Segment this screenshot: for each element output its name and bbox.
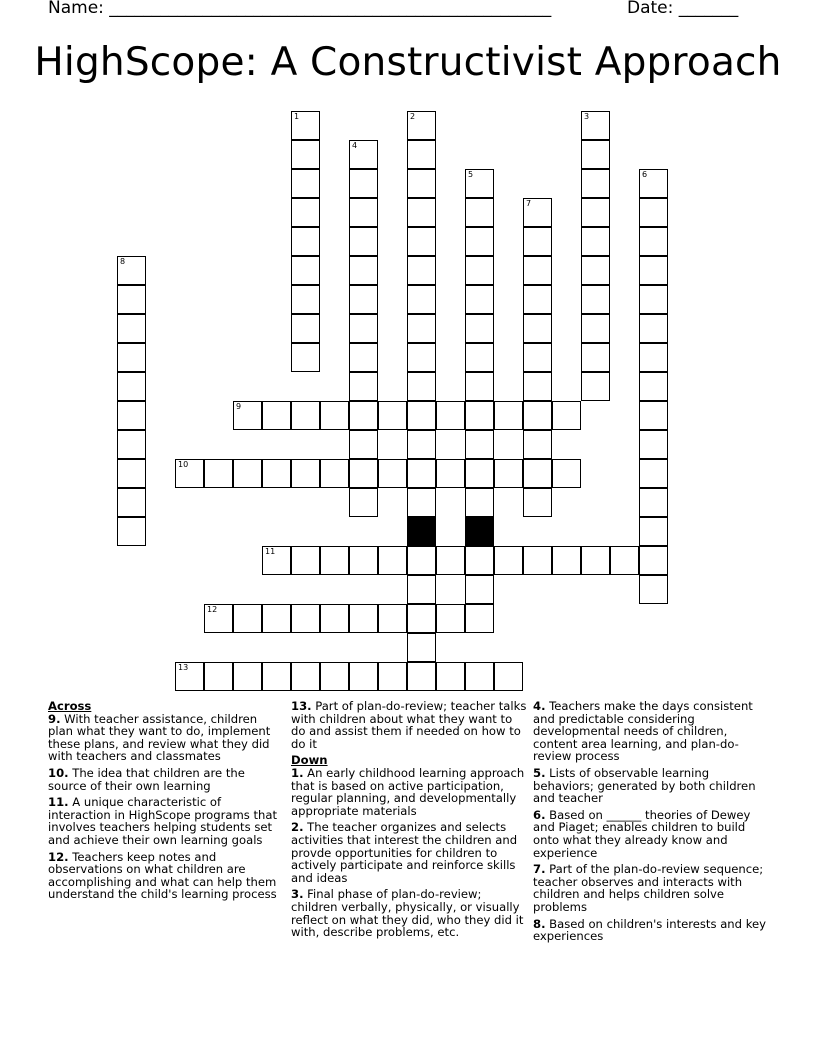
grid-cell[interactable]	[407, 343, 436, 372]
grid-cell[interactable]	[523, 430, 552, 459]
grid-cell[interactable]	[465, 459, 494, 488]
grid-cell[interactable]	[117, 314, 146, 343]
grid-cell[interactable]	[523, 314, 552, 343]
clue-column-1	[48, 700, 284, 905]
grid-cell[interactable]	[639, 575, 668, 604]
grid-cell[interactable]	[349, 662, 378, 691]
grid-cell[interactable]	[291, 604, 320, 633]
clue-number-label: 13.	[291, 699, 312, 713]
grid-cell[interactable]	[465, 285, 494, 314]
grid-cell[interactable]	[378, 662, 407, 691]
grid-cell[interactable]	[581, 227, 610, 256]
clue-column-2	[291, 700, 527, 943]
grid-cell[interactable]	[523, 546, 552, 575]
grid-cell[interactable]	[349, 372, 378, 401]
grid-cell[interactable]	[291, 140, 320, 169]
grid-cell[interactable]	[262, 662, 291, 691]
page-title: HighScope: A Constructivist Approach	[34, 40, 782, 85]
clue-item	[533, 863, 769, 913]
clue-item	[48, 713, 284, 763]
grid-cell[interactable]	[407, 111, 436, 140]
grid-cell[interactable]	[465, 662, 494, 691]
grid-cell[interactable]	[117, 372, 146, 401]
grid-cell[interactable]	[436, 604, 465, 633]
grid-cell[interactable]	[465, 314, 494, 343]
clue-text: Final phase of plan-do-review; children verbally, physically, or visually reflect on what they did, who they did it with, describe problems, etc.	[291, 887, 524, 940]
grid-cell[interactable]	[523, 285, 552, 314]
clue-item	[48, 851, 284, 901]
grid-cell[interactable]	[349, 169, 378, 198]
grid-cell[interactable]	[117, 401, 146, 430]
clue-item	[533, 809, 769, 859]
name-field-label: Name: ____________________________________________________	[48, 0, 552, 18]
clue-item	[291, 821, 527, 884]
clue-number-label: 7.	[533, 862, 546, 877]
grid-cell[interactable]	[291, 227, 320, 256]
grid-cell[interactable]	[523, 401, 552, 430]
clue-number: 5	[468, 170, 474, 179]
clue-item	[533, 700, 769, 763]
grid-cell[interactable]	[320, 401, 349, 430]
grid-cell[interactable]	[552, 401, 581, 430]
grid-cell[interactable]	[523, 343, 552, 372]
grid-cell[interactable]	[407, 256, 436, 285]
clue-column-3	[533, 700, 769, 947]
grid-cell[interactable]	[407, 604, 436, 633]
grid-cell[interactable]	[407, 575, 436, 604]
clue-text: A unique characteristic of interaction in HighScope programs that involves teachers helping students set and achieve their own learning goals	[48, 795, 278, 847]
grid-cell[interactable]	[494, 662, 523, 691]
grid-cell[interactable]	[639, 198, 668, 227]
grid-cell[interactable]	[581, 285, 610, 314]
grid-cell[interactable]	[320, 662, 349, 691]
grid-cell[interactable]	[233, 401, 262, 430]
clue-item	[533, 918, 769, 943]
grid-cell[interactable]	[117, 488, 146, 517]
clue-number-label: 9.	[48, 711, 61, 726]
clue-text: Based on children's interests and key experiences	[533, 916, 766, 944]
grid-cell[interactable]	[639, 314, 668, 343]
grid-cell[interactable]	[581, 343, 610, 372]
grid-cell[interactable]	[639, 343, 668, 372]
grid-cell[interactable]	[291, 401, 320, 430]
grid-cell[interactable]	[465, 198, 494, 227]
grid-cell[interactable]	[581, 111, 610, 140]
grid-cell[interactable]	[639, 401, 668, 430]
grid-cell[interactable]	[639, 285, 668, 314]
grid-cell[interactable]	[262, 459, 291, 488]
grid-cell[interactable]	[639, 372, 668, 401]
grid-cell[interactable]	[639, 430, 668, 459]
clue-text: The idea that children are the source of their own learning	[48, 765, 245, 793]
grid-cell[interactable]	[407, 314, 436, 343]
grid-cell[interactable]	[349, 285, 378, 314]
clue-text: With teacher assistance, children plan what they want to do, implement these plans, and review what they did with teachers and classmates	[48, 711, 271, 764]
grid-cell[interactable]	[581, 314, 610, 343]
grid-cell[interactable]	[291, 343, 320, 372]
grid-cell[interactable]	[465, 256, 494, 285]
date-field-label: Date: _______	[627, 0, 739, 18]
clue-number-label: 6.	[533, 807, 546, 822]
grid-cell[interactable]	[407, 372, 436, 401]
clue-number: 4	[352, 141, 358, 150]
grid-cell[interactable]	[291, 285, 320, 314]
grid-cell[interactable]	[523, 372, 552, 401]
grid-cell[interactable]	[639, 546, 668, 575]
grid-cell[interactable]	[117, 343, 146, 372]
grid-cell[interactable]	[204, 604, 233, 633]
clue-item	[291, 888, 527, 938]
grid-cell[interactable]	[378, 459, 407, 488]
grid-cell[interactable]	[436, 401, 465, 430]
grid-cell[interactable]	[291, 198, 320, 227]
grid-cell[interactable]	[465, 488, 494, 517]
grid-cell[interactable]	[291, 459, 320, 488]
grid-cell[interactable]	[436, 662, 465, 691]
grid-cell[interactable]	[349, 140, 378, 169]
grid-cell[interactable]	[233, 604, 262, 633]
clue-number-label: 2.	[291, 820, 304, 835]
grid-cell[interactable]	[465, 227, 494, 256]
grid-cell[interactable]	[378, 401, 407, 430]
grid-cell[interactable]	[349, 198, 378, 227]
grid-cell[interactable]	[349, 430, 378, 459]
clue-number-label: 3.	[291, 887, 304, 902]
grid-cell[interactable]	[407, 488, 436, 517]
clue-number-label: 5.	[533, 765, 546, 780]
grid-cell[interactable]	[581, 198, 610, 227]
grid-cell[interactable]	[117, 430, 146, 459]
grid-cell[interactable]	[349, 227, 378, 256]
grid-cell[interactable]	[117, 517, 146, 546]
grid-cell[interactable]	[639, 227, 668, 256]
clue-number-label: 11.	[48, 795, 69, 810]
grid-cell[interactable]	[465, 546, 494, 575]
grid-cell[interactable]	[349, 314, 378, 343]
grid-cell[interactable]	[581, 546, 610, 575]
grid-cell[interactable]	[436, 459, 465, 488]
clue-item	[533, 767, 769, 805]
grid-cell[interactable]	[262, 401, 291, 430]
grid-cell[interactable]	[465, 575, 494, 604]
clue-number: 9	[236, 402, 242, 411]
clue-text: Teachers keep notes and observations on what children are accomplishing and what can help them understand the child's learning process	[48, 849, 277, 902]
grid-cell[interactable]	[349, 546, 378, 575]
grid-cell[interactable]	[117, 256, 146, 285]
grid-cell[interactable]	[349, 401, 378, 430]
grid-cell[interactable]	[291, 169, 320, 198]
clue-number-label: 10.	[48, 765, 69, 780]
grid-cell[interactable]	[465, 401, 494, 430]
clue-item	[291, 700, 527, 750]
grid-cell[interactable]	[581, 169, 610, 198]
grid-cell[interactable]	[639, 517, 668, 546]
grid-cell[interactable]	[407, 430, 436, 459]
grid-cell[interactable]	[494, 401, 523, 430]
clue-text: Teachers make the days consistent and predictable considering developmental needs of children, content area learning, and plan-do-review process	[533, 699, 753, 764]
grid-cell[interactable]	[349, 343, 378, 372]
clue-number: 8	[120, 257, 126, 266]
grid-cell[interactable]	[117, 459, 146, 488]
clue-number: 7	[526, 199, 532, 208]
grid-cell[interactable]	[378, 604, 407, 633]
clue-text: An early childhood learning approach that is based on active participation, regular planning, and developmentally appropriate materials	[291, 765, 525, 818]
grid-cell[interactable]	[436, 546, 465, 575]
clue-number-label: 4.	[533, 699, 546, 713]
grid-cell[interactable]	[175, 459, 204, 488]
grid-cell[interactable]	[320, 459, 349, 488]
clue-number-label: 8.	[533, 916, 546, 931]
grid-cell[interactable]	[610, 546, 639, 575]
black-cell	[407, 517, 436, 546]
grid-cell[interactable]	[233, 662, 262, 691]
down-heading: Down	[291, 753, 328, 768]
clue-text: Part of plan-do-review; teacher talks with children about what they want to do and assist them if needed on how to do it	[291, 699, 527, 751]
grid-cell[interactable]	[262, 546, 291, 575]
grid-cell[interactable]	[320, 604, 349, 633]
across-heading: Across	[48, 699, 92, 713]
clue-text: Part of the plan-do-review sequence; teacher observes and interacts with children and helps children solve problems	[533, 862, 764, 914]
grid-cell[interactable]	[407, 546, 436, 575]
grid-cell[interactable]	[465, 372, 494, 401]
grid-cell[interactable]	[291, 546, 320, 575]
grid-cell[interactable]	[639, 459, 668, 488]
clue-text: Based on ______ theories of Dewey and Piaget; enables children to build onto what they already know and experience	[533, 807, 751, 860]
grid-cell[interactable]	[233, 459, 262, 488]
grid-cell[interactable]	[349, 488, 378, 517]
grid-cell[interactable]	[523, 227, 552, 256]
grid-cell[interactable]	[465, 604, 494, 633]
grid-cell[interactable]	[349, 604, 378, 633]
grid-cell[interactable]	[291, 314, 320, 343]
clue-number: 1	[294, 112, 300, 121]
grid-cell[interactable]	[639, 169, 668, 198]
grid-cell[interactable]	[407, 633, 436, 662]
black-cell	[465, 517, 494, 546]
clue-item	[291, 767, 527, 817]
grid-cell[interactable]	[204, 662, 233, 691]
grid-cell[interactable]	[494, 546, 523, 575]
grid-cell[interactable]	[320, 546, 349, 575]
grid-cell[interactable]	[465, 343, 494, 372]
grid-cell[interactable]	[581, 372, 610, 401]
grid-cell[interactable]	[291, 662, 320, 691]
grid-cell[interactable]	[175, 662, 204, 691]
clue-number: 11	[265, 547, 276, 556]
grid-cell[interactable]	[523, 198, 552, 227]
grid-cell[interactable]	[407, 198, 436, 227]
clue-item	[48, 767, 284, 792]
clue-number: 10	[178, 460, 189, 469]
clue-number: 3	[584, 112, 590, 121]
grid-cell[interactable]	[407, 169, 436, 198]
grid-cell[interactable]	[465, 169, 494, 198]
grid-cell[interactable]	[117, 285, 146, 314]
grid-cell[interactable]	[465, 430, 494, 459]
clue-text: The teacher organizes and selects activities that interest the children and provde opportunities for children to actively participate and reinforce skills and ideas	[291, 820, 518, 885]
grid-cell[interactable]	[523, 459, 552, 488]
grid-cell[interactable]	[523, 256, 552, 285]
clue-number-label: 1.	[291, 765, 304, 780]
grid-cell[interactable]	[407, 140, 436, 169]
grid-cell[interactable]	[581, 256, 610, 285]
grid-cell[interactable]	[552, 459, 581, 488]
grid-cell[interactable]	[581, 140, 610, 169]
clue-number: 6	[642, 170, 648, 179]
grid-cell[interactable]	[523, 488, 552, 517]
grid-cell[interactable]	[639, 256, 668, 285]
grid-cell[interactable]	[407, 227, 436, 256]
grid-cell[interactable]	[407, 459, 436, 488]
grid-cell[interactable]	[494, 459, 523, 488]
clue-item	[48, 796, 284, 846]
grid-cell[interactable]	[262, 604, 291, 633]
grid-cell[interactable]	[378, 546, 407, 575]
grid-cell[interactable]	[349, 459, 378, 488]
grid-cell[interactable]	[291, 256, 320, 285]
grid-cell[interactable]	[349, 256, 378, 285]
clue-number: 12	[207, 605, 218, 614]
grid-cell[interactable]	[552, 546, 581, 575]
clue-text: Lists of observable learning behaviors; generated by both children and teacher	[533, 765, 756, 806]
grid-cell[interactable]	[639, 488, 668, 517]
grid-cell[interactable]	[407, 662, 436, 691]
grid-cell[interactable]	[291, 111, 320, 140]
clue-number-label: 12.	[48, 849, 69, 864]
grid-cell[interactable]	[407, 285, 436, 314]
grid-cell[interactable]	[407, 401, 436, 430]
clue-number: 13	[178, 663, 189, 672]
grid-cell[interactable]	[204, 459, 233, 488]
clue-number: 2	[410, 112, 416, 121]
